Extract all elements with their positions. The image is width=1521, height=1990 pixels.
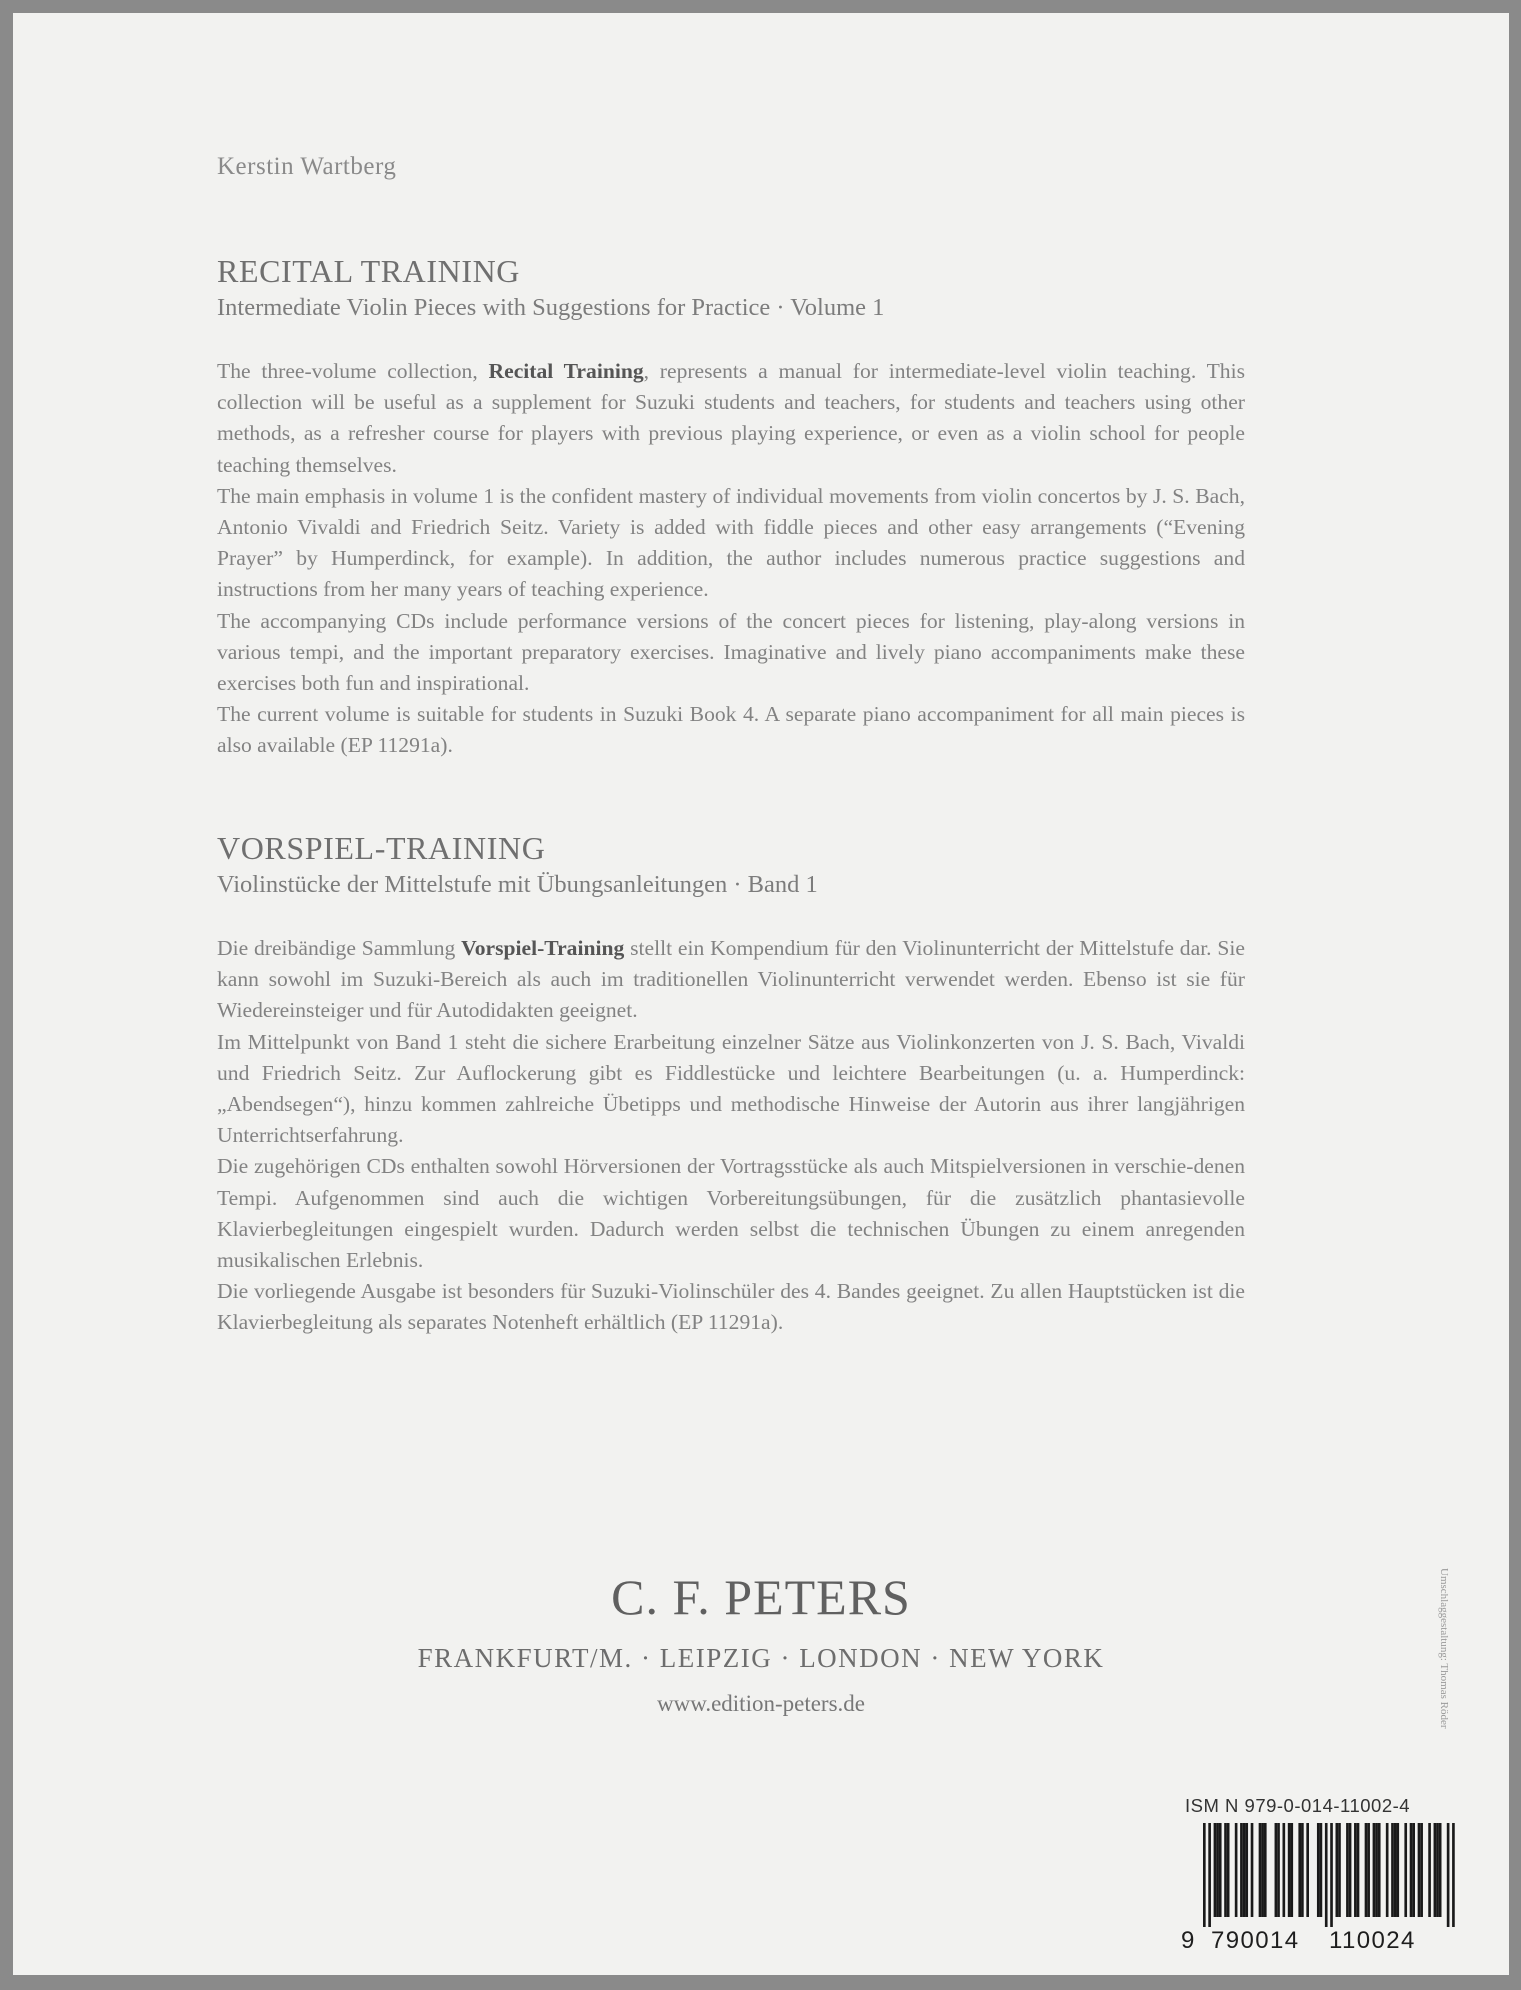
barcode-lead-digit: 9	[1181, 1927, 1196, 1954]
barcode-bar	[1412, 1823, 1415, 1917]
barcode-right-group: 110024	[1329, 1927, 1416, 1954]
barcode-bar	[1336, 1823, 1339, 1917]
barcode-bar	[1346, 1823, 1349, 1917]
barcode-bar	[1264, 1823, 1267, 1917]
barcode-bar	[1439, 1823, 1442, 1917]
english-description	[217, 356, 1245, 762]
barcode-bar	[1394, 1823, 1397, 1917]
german-description	[217, 933, 1245, 1339]
english-title: RECITAL TRAINING	[217, 253, 521, 289]
english-paragraph: The three-volume collection, Recital Training, represents a manual for intermediate-level violin teaching. This collection will be useful as a supplement for Suzuki students and teachers, for students and teachers using other methods, as a refresher course for players with previous playing experience, or even as a violin school for people teaching themselves.	[217, 359, 1245, 477]
barcode-bar	[1298, 1823, 1301, 1917]
ismn-number: ISM N 979-0-014-11002-4	[1185, 1795, 1411, 1816]
barcode-bar	[1235, 1823, 1238, 1917]
barcode-bar	[1354, 1823, 1357, 1917]
back-cover	[13, 13, 1509, 1975]
english-collection-name: Recital Training	[488, 359, 644, 383]
german-collection-name: Vorspiel-Training	[461, 936, 625, 960]
author-name: Kerstin Wartberg	[217, 153, 397, 180]
german-paragraph: Die vorliegende Ausgabe ist besonders für Suzuki-Violinschüler des 4. Bandes geeignet. Zu allen Hauptstücken ist die Klavierbegleitung als separates Notenheft erhältlich (EP 11291a).	[217, 1279, 1245, 1335]
barcode-bar	[1365, 1823, 1368, 1917]
barcode-bar	[1227, 1823, 1230, 1917]
barcode-bar	[1277, 1823, 1280, 1917]
barcode-bar	[1243, 1823, 1246, 1917]
barcode-bar	[1357, 1823, 1360, 1917]
barcode	[1181, 1823, 1461, 1953]
barcode-bar	[1261, 1823, 1264, 1917]
german-paragraph: Im Mittelpunkt von Band 1 steht die sichere Erarbeitung einzelner Sätze aus Violinkonzerten von J. S. Bach, Vivaldi und Friedrich Seitz. Zur Auflockerung gibt es Fiddlestücke und leichtere Bearbeitungen (u. a. Humperdinck: „Abendsegen“), hinzu kommen zahlreiche Übetipps und methodische Hinweise der Autorin aus ihrer langjährigen Unterrichtserfahrung.	[217, 1029, 1245, 1148]
barcode-bar	[1375, 1823, 1378, 1917]
german-paragraph: Die dreibändige Sammlung Vorspiel-Training stellt ein Kompendium für den Violinunterricht der Mittelstufe dar. Sie kann sowohl im Suzuki-Bereich als auch im traditionellen Violinunterricht verwendet werden. Ebenso ist sie für Wiedereinsteiger und für Autodidakten geeignet.	[217, 936, 1245, 1023]
publisher-url: www.edition-peters.de	[657, 1691, 865, 1716]
barcode-bar	[1240, 1823, 1243, 1917]
barcode-bar	[1373, 1823, 1376, 1917]
barcode-bar	[1338, 1823, 1341, 1917]
barcode-bar	[1283, 1823, 1286, 1917]
barcode-bar	[1224, 1823, 1227, 1917]
barcode-bar	[1259, 1823, 1262, 1917]
english-subtitle: Intermediate Violin Pieces with Suggestions for Practice · Volume 1	[217, 294, 885, 321]
barcode-bar	[1386, 1823, 1389, 1917]
barcode-bars	[1181, 1823, 1461, 1927]
german-title: VORSPIEL-TRAINING	[217, 830, 546, 866]
barcode-bar	[1418, 1823, 1421, 1917]
german-subtitle: Violinstücke der Mittelstufe mit Übungsanleitungen · Band 1	[217, 871, 818, 898]
barcode-bar	[1378, 1823, 1381, 1917]
barcode-bar	[1290, 1823, 1293, 1917]
barcode-bar	[1396, 1823, 1399, 1917]
english-paragraph: The main emphasis in volume 1 is the confident mastery of individual movements from violin concertos by J. S. Bach, Antonio Vivaldi and Friedrich Seitz. Variety is added with fiddle pieces and other easy arrangements (“Evening Prayer” by Humperdinck, for example). In addition, the author includes numerous practice suggestions and instructions from her many years of teaching experience.	[217, 483, 1245, 602]
publisher-name: C. F. PETERS	[611, 1569, 911, 1625]
barcode-bar	[1301, 1823, 1304, 1917]
barcode-bar	[1410, 1823, 1413, 1917]
barcode-bar	[1275, 1823, 1278, 1917]
barcode-bar	[1219, 1823, 1222, 1917]
english-paragraph: The accompanying CDs include performance versions of the concert pieces for listening, play-along versions in various tempi, and the important preparatory exercises. Imaginative and lively piano accompaniments make these exercises both fun and inspirational.	[217, 608, 1245, 696]
barcode-bar	[1320, 1823, 1323, 1917]
barcode-left-group: 790014	[1211, 1927, 1300, 1954]
barcode-bar	[1391, 1823, 1394, 1917]
english-paragraph: The current volume is suitable for students in Suzuki Book 4. A separate piano accompaniment for all main pieces is also available (EP 11291a).	[217, 702, 1245, 758]
barcode-bar	[1404, 1823, 1407, 1917]
barcode-bar	[1251, 1823, 1254, 1917]
barcode-bar	[1367, 1823, 1370, 1917]
barcode-bar	[1428, 1823, 1431, 1917]
german-paragraph: Die zugehörigen CDs enthalten sowohl Hörversionen der Vortragsstücke als auch Mitspielversionen in verschie-denen Tempi. Aufgenommen sind auch die wichtigen Vorbereitungsübungen, für die zusätzlich phantasievolle Klavierbegleitungen eingespielt wurden. Dadurch werden selbst die technischen Übungen zu einem anregenden musikalischen Erlebnis.	[217, 1154, 1245, 1273]
barcode-bar	[1436, 1823, 1439, 1917]
barcode-bar	[1208, 1823, 1211, 1927]
barcode-bar	[1452, 1823, 1455, 1927]
barcode-bar	[1325, 1823, 1328, 1927]
barcode-bar	[1317, 1823, 1320, 1917]
barcode-bar	[1434, 1823, 1437, 1917]
barcode-bar	[1214, 1823, 1217, 1917]
barcode-bar	[1216, 1823, 1219, 1917]
barcode-bar	[1203, 1823, 1206, 1927]
barcode-bar	[1330, 1823, 1333, 1927]
barcode-bar	[1420, 1823, 1423, 1917]
barcode-bar	[1349, 1823, 1352, 1917]
barcode-bar	[1288, 1823, 1291, 1917]
barcode-bar	[1245, 1823, 1248, 1917]
publisher-cities: FRANKFURT/M. · LEIPZIG · LONDON · NEW YORK	[417, 1643, 1105, 1673]
barcode-bar	[1447, 1823, 1450, 1927]
cover-design-credit: Umschlaggestaltung: Thomas Röder	[1438, 1568, 1450, 1729]
barcode-bar	[1306, 1823, 1309, 1917]
